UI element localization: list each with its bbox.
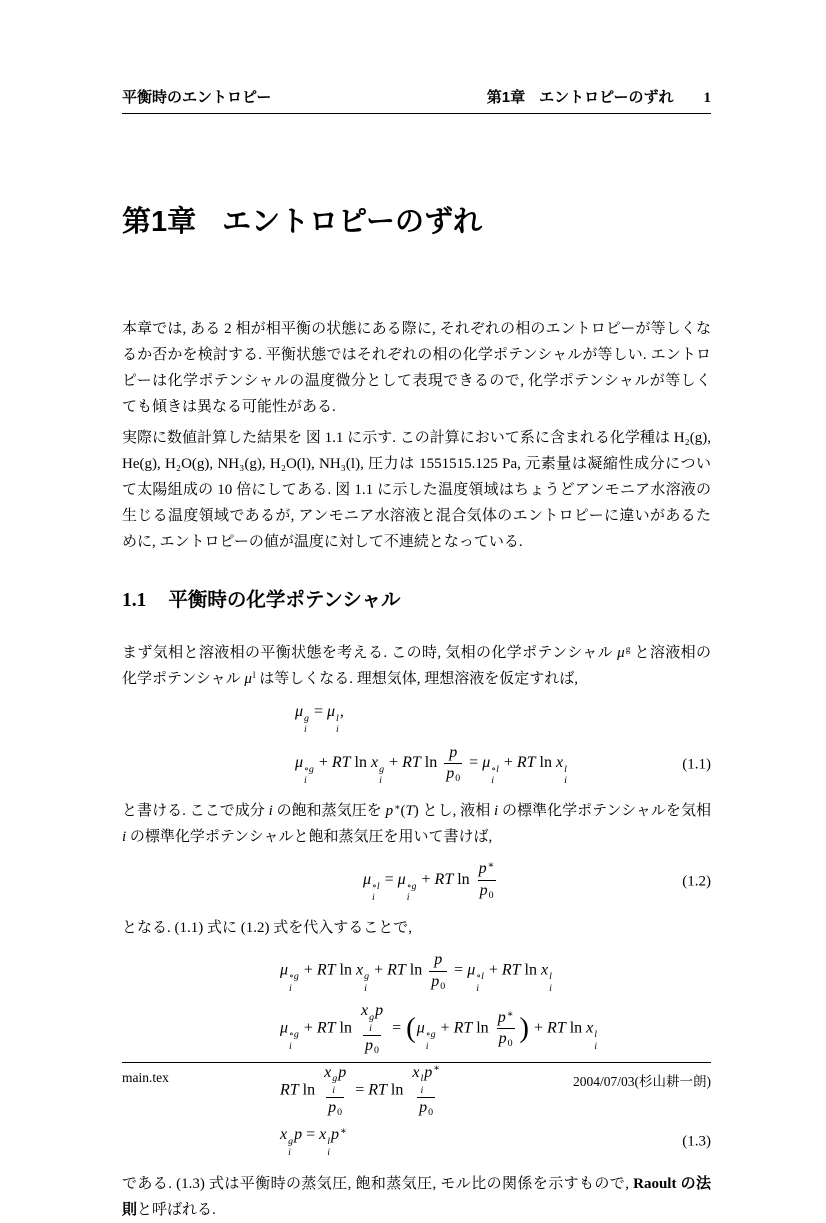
equation-1-3-line-2: μ ∘g i + RT ln x g i p p0 = (μ ∘g i + RT ln $\frac{p^∗}{p0}$ ) + RT ln x l i (280, 1002, 598, 1057)
equation-block-1-1 (122, 702, 711, 786)
paragraph-saturation: と書ける. ここで成分 i の飽和蒸気圧を p∗(T) とし, 液相 i の標準化学ポテンシャルを気相 i の標準化学ポテンシャルと飽和蒸気圧を用いて書けば, (122, 803, 711, 846)
paragraph-intro: 本章では, ある 2 相が相平衡の状態にある際に, それぞれの相のエントロピーが等しくなるか否かを検討する. 平衡状態ではそれぞれの相の化学ポテンシャルが等しい. エントロピーは化学ポテンシャルの温度微分として表現できるので, 化学ポテンシャルが等しくても傾きは異なる可能性がある. (122, 321, 711, 415)
chapter-number: 第1章 (122, 206, 197, 238)
equation-1-2-math: μ ∘l i = μ ∘g i + RT ln $\frac{p^∗}{p0}$ (363, 860, 495, 903)
section-title: 平衡時の化学ポテンシャル (168, 589, 401, 611)
page-footer (122, 1062, 711, 1090)
section-heading (122, 589, 711, 612)
chapter-heading (122, 199, 482, 240)
equation-number-1-2: (1.2) (682, 873, 711, 890)
equation-1-2-line-1 (122, 860, 711, 903)
equation-block-1-3 (122, 951, 711, 1158)
equation-1-3-math: x g i p = x l i p∗ (280, 1126, 347, 1159)
header-running-title: 平衡時のエントロピー (122, 89, 272, 106)
paragraph-calculation: 実際に数値計算した結果を 図 1.1 に示す. この計算において系に含まれる化学種は H₂(g), He(g), H₂O(g), NH₃(g), H₂O(l), NH₃(l), 圧力は 1551515.125 Pa, 元素量は凝縮性成分について太陽組成の 10 倍にしてある. 図 1.1 に示した温度領域はちょうどアンモニア水溶液の生じる温度領域であるが, アンモニア水溶液と混合気体のエントロピーに違いがあるために, エントロピーの値が温度に対して不連続となっている. (122, 430, 711, 550)
paragraph-substitution: となる. (1.1) 式に (1.2) 式を代入することで, (122, 920, 412, 937)
section-number: 1.1 (122, 590, 147, 611)
equation-number-1-3: (1.3) (682, 1133, 711, 1150)
equation-1-3-line-1: μ ∘g i + RT ln x g i + RT ln $\frac{p}{p0}$ = μ ∘l i + RT ln x l i (280, 951, 552, 994)
chapter-title: エントロピーのずれ (222, 206, 482, 238)
equation-1-1-math: μ ∘g i + RT ln x g i + RT ln $\frac{p}{p0}$ = μ ∘l i + RT ln x l i (295, 743, 567, 787)
page-header (122, 86, 711, 114)
equation-block-1-2 (122, 860, 711, 903)
footer-date-author: 2004/07/03(杉山耕一朗) (573, 1074, 711, 1089)
footer-filename: main.tex (122, 1070, 169, 1085)
equation-1-3-line-3: RT ln x g i p p0 = RT ln x l i p∗ p0 (280, 1063, 440, 1119)
paragraph-raoult: である. (1.3) 式は平衡時の蒸気圧, 飽和蒸気圧, モル比の関係を示すもので, Raoult の法則と呼ばれる. (122, 1175, 711, 1218)
equation-1-1-line-1: μ g i = μ l i , (295, 703, 344, 736)
header-chapter-label: 第1章 (486, 89, 526, 106)
header-chapter-title: エントロピーのずれ (539, 89, 674, 106)
equation-1-1-line-2 (122, 744, 711, 787)
paragraph-equilibrium: まず気相と溶液相の平衡状態を考える. この時, 気相の化学ポテンシャル $\mu^g$ と溶液相の化学ポテンシャル $\mu^l$ は等しくなる. 理想気体, 理想溶液を仮定すれば, (122, 645, 711, 688)
equation-number-1-1: (1.1) (682, 756, 711, 773)
header-chapter-info (487, 86, 711, 107)
header-page-number: 1 (703, 90, 711, 106)
equation-1-3-line-4 (122, 1125, 711, 1158)
